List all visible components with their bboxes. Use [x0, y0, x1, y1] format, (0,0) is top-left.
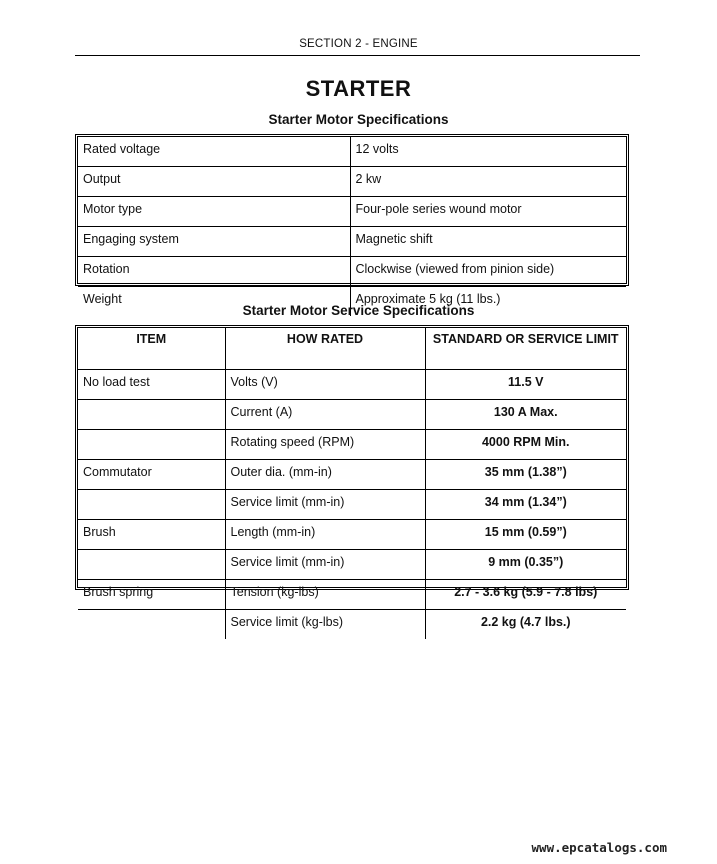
motor-specs-heading: Starter Motor Specifications	[268, 112, 449, 127]
item-cell: Brush	[78, 520, 225, 550]
how-rated-cell: Service limit (kg-lbs)	[225, 610, 425, 640]
table-row	[78, 610, 626, 640]
spec-value: Clockwise (viewed from pinion side)	[350, 257, 626, 287]
item-cell: Commutator	[78, 460, 225, 490]
table-row	[78, 460, 626, 490]
item-cell	[78, 610, 225, 640]
motor-specs-table	[75, 134, 629, 306]
table-header-row	[78, 328, 626, 370]
page-header: SECTION 2 - ENGINE	[299, 38, 418, 50]
table-row	[78, 490, 626, 520]
table-row	[78, 550, 626, 580]
how-rated-cell: Rotating speed (RPM)	[225, 430, 425, 460]
page-title: STARTER	[305, 76, 412, 101]
spec-value: 12 volts	[350, 137, 626, 167]
header-rule	[75, 55, 640, 56]
spec-value: 2 kw	[350, 167, 626, 197]
service-specs-heading: Starter Motor Service Specifications	[242, 303, 475, 318]
how-rated-cell: Tension (kg-lbs)	[225, 580, 425, 610]
standard-cell: 2.7 - 3.6 kg (5.9 - 7.8 lbs)	[425, 580, 626, 610]
item-cell	[78, 550, 225, 580]
standard-cell: 34 mm (1.34”)	[425, 490, 626, 520]
standard-cell: 35 mm (1.38”)	[425, 460, 626, 490]
item-cell: Brush spring	[78, 580, 225, 610]
how-rated-cell: Volts (V)	[225, 370, 425, 400]
spec-value: Four-pole series wound motor	[350, 197, 626, 227]
item-cell	[78, 400, 225, 430]
spec-label: Output	[78, 167, 350, 197]
item-cell	[78, 490, 225, 520]
standard-cell: 4000 RPM Min.	[425, 430, 626, 460]
spec-label: Weight	[78, 287, 350, 317]
table-row	[78, 520, 626, 550]
how-rated-cell: Length (mm-in)	[225, 520, 425, 550]
how-rated-cell: Current (A)	[225, 400, 425, 430]
service-specs-table	[75, 325, 629, 629]
standard-cell: 15 mm (0.59”)	[425, 520, 626, 550]
item-cell	[78, 430, 225, 460]
table-row	[78, 370, 626, 400]
spec-label: Motor type	[78, 197, 350, 227]
table-row	[78, 400, 626, 430]
spec-label: Engaging system	[78, 227, 350, 257]
how-rated-cell: Service limit (mm-in)	[225, 550, 425, 580]
how-rated-cell: Service limit (mm-in)	[225, 490, 425, 520]
watermark: www.epcatalogs.com	[531, 840, 667, 855]
spec-label: Rated voltage	[78, 137, 350, 167]
standard-cell: 11.5 V	[425, 370, 626, 400]
table-row	[78, 257, 626, 287]
table-row	[78, 430, 626, 460]
standard-cell: 130 A Max.	[425, 400, 626, 430]
table-row	[78, 580, 626, 610]
spec-value: Magnetic shift	[350, 227, 626, 257]
table-row	[78, 167, 626, 197]
column-header-standard: STANDARD OR SERVICE LIMIT	[425, 328, 626, 370]
table-row	[78, 197, 626, 227]
table-row	[78, 137, 626, 167]
standard-cell: 9 mm (0.35”)	[425, 550, 626, 580]
spec-label: Rotation	[78, 257, 350, 287]
column-header-item: ITEM	[78, 328, 225, 370]
column-header-how-rated: HOW RATED	[225, 328, 425, 370]
spec-value: Approximate 5 kg (11 lbs.)	[350, 287, 626, 317]
table-row	[78, 227, 626, 257]
standard-cell: 2.2 kg (4.7 lbs.)	[425, 610, 626, 640]
item-cell: No load test	[78, 370, 225, 400]
how-rated-cell: Outer dia. (mm-in)	[225, 460, 425, 490]
